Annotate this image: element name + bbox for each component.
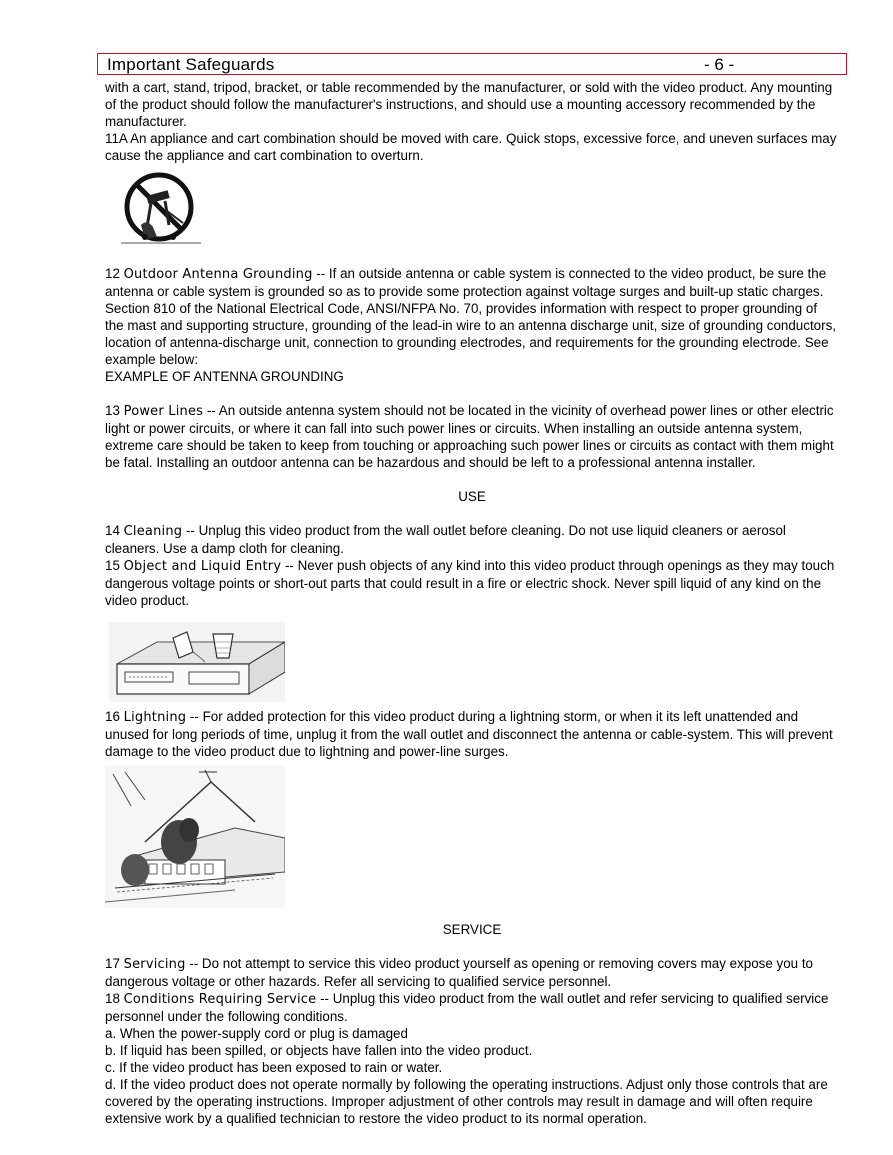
example-heading: EXAMPLE OF ANTENNA GROUNDING [105,369,344,384]
item-14-lead: Cleaning [123,524,183,539]
item-18-text: -- Unplug this video product from the wall outlet and refer servicing to qualified service personnel under the following conditions. [105,991,829,1024]
item-13-number: 13 [105,403,124,418]
item-15-number: 15 [105,558,124,573]
header-title: Important Safeguards [107,55,275,74]
item-16-number: 16 [105,709,124,724]
item-18-lead: Conditions Requiring Service [123,992,317,1007]
item-12-number: 12 [105,266,124,281]
item-13 [105,402,839,471]
item-16-lead: Lightning [123,710,187,725]
item-12-text: -- If an outside antenna or cable system is connected to the video product, be sure the antenna or cable system is grounded so as to provide some protection against voltage surges and built-up static charges. Section 810 of the National Electrical Code, ANSI/NFPA No. 70, provides information with respect to proper grounding of the mast and supporting structure, grounding of the lead-in wire to an antenna discharge unit, size of grounding conductors, location of antenna-discharge unit, connection to grounding electrodes, and requirements for the grounding electrode. See example below: [105,266,836,367]
item-15-text: -- Never push objects of any kind into this video product through openings as they may touch dangerous voltage points or short-out parts that could result in a fire or electric shock. Never spill liquid of any kind on the video product. [105,558,835,608]
item-12 [105,265,839,368]
item-18 [105,990,839,1025]
cart-warning-illustration [117,167,217,259]
list-item: d. If the video product does not operate normally by following the operating instructions. Adjust only those controls that are covered by the operating instructions. Improper adjustment of other controls may result in damage and will often require extensive work by a qualified technician to restore the video product to its normal operation. [105,1077,828,1126]
item-16-text: -- For added protection for this video product during a lightning storm, or when it its left unattended and unused for long periods of time, unplug it from the wall outlet and disconnect the antenna or cable-system. This will prevent damage to the video product due to lightning and power-line surges. [105,709,833,759]
item-14-text: -- Unplug this video product from the wall outlet before cleaning. Do not use liquid cleaners or aerosol cleaners. Use a damp cloth for cleaning. [105,523,786,556]
paragraph-11a: 11A An appliance and cart combination should be moved with care. Quick stops, excessive force, and uneven surfaces may cause the appliance and cart combination to overturn. [105,131,837,163]
liquid-spill-illustration [109,618,285,704]
list-item: b. If liquid has been spilled, or objects have fallen into the video product. [105,1043,533,1058]
item-17 [105,955,839,990]
section-service: SERVICE [442,922,502,937]
item-15-lead: Object and Liquid Entry [123,559,282,574]
item-15 [105,557,839,609]
item-14 [105,522,839,557]
page-header [97,53,847,75]
section-use: USE [458,489,486,504]
list-item: c. If the video product has been exposed to rain or water. [105,1060,443,1075]
lightning-house-illustration [105,766,285,908]
item-14-number: 14 [105,523,124,538]
list-item: a. When the power-supply cord or plug is damaged [105,1026,408,1041]
item-16 [105,708,839,760]
paragraph-continued: with a cart, stand, tripod, bracket, or table recommended by the manufacturer, or sold with the video product. Any mounting of the product should follow the manufacturer's instructions, and should use a mounting accessory recommended by the manufacturer. [105,80,833,129]
page-number: - 6 - [704,55,735,74]
item-13-lead: Power Lines [123,404,204,419]
item-17-text: -- Do not attempt to service this video product yourself as opening or removing covers may expose you to dangerous voltage or other hazards. Refer all servicing to qualified service personnel. [105,956,814,989]
item-13-text: -- An outside antenna system should not be located in the vicinity of overhead power lines or other electric light or power circuits, or where it can fall into such power lines or circuits. When installing an outside antenna system, extreme care should be taken to keep from touching or approaching such power lines or circuits as contact with them might be fatal. Installing an outdoor antenna can be hazardous and should be left to a professional antenna installer. [105,403,834,470]
item-17-lead: Servicing [123,957,186,972]
item-18-number: 18 [105,991,124,1006]
item-17-number: 17 [105,956,124,971]
document-body [105,79,839,1127]
item-12-lead: Outdoor Antenna Grounding [123,267,313,282]
